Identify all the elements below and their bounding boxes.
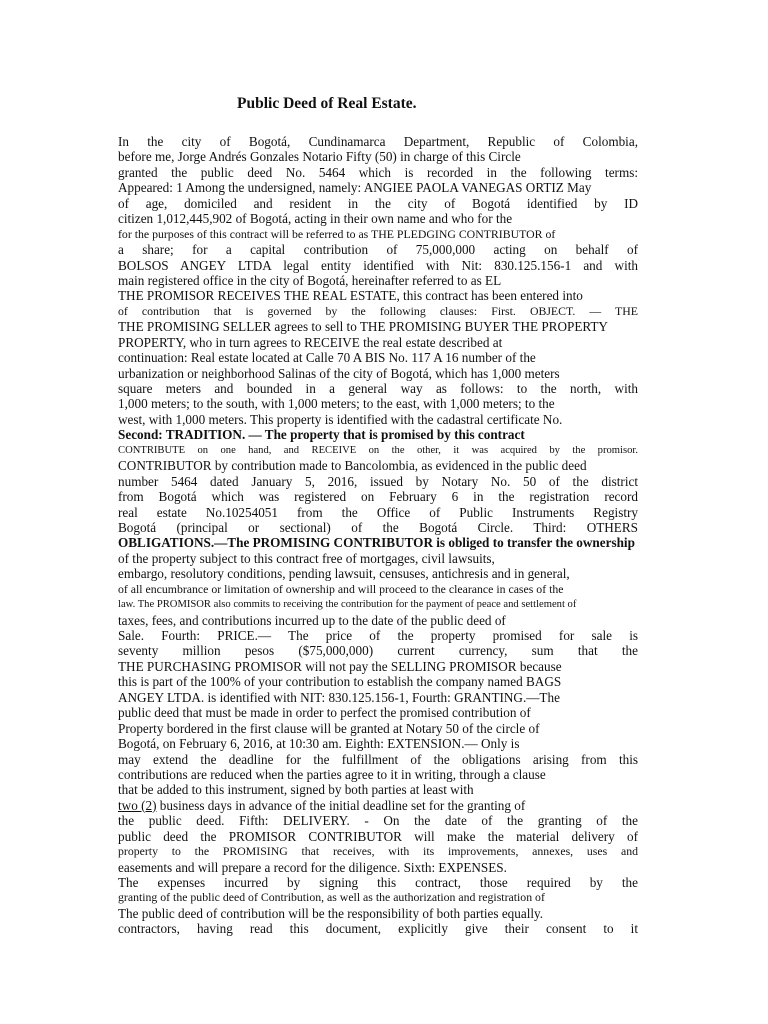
text-line: that be added to this instrument, signed by both parties at least with <box>118 782 474 798</box>
text-line: The public deed of contribution will be the responsibility of both parties equally. <box>118 905 544 921</box>
text-line: west, with 1,000 meters. This property is identified with the cadastral certificate No. <box>118 411 563 427</box>
text-line: of the property subject to this contract free of mortgages, civil lawsuits, <box>118 550 495 566</box>
text-line: BOLSOS ANGEY LTDA legal entity identified with Nit: 830.125.156-1 and with <box>118 257 638 273</box>
text-line: the public deed. Fifth: DELIVERY. - On the date of the granting of the <box>118 813 638 829</box>
text-line: The expenses incurred by signing this contract, those required by the <box>118 875 638 890</box>
text-fragment: business days in advance of the initial deadline set for the granting of <box>159 797 526 813</box>
text-line: embargo, resolutory conditions, pending lawsuit, censuses, antichresis and in general, <box>118 566 570 582</box>
text-line: ANGEY LTDA. is identified with NIT: 830.125.156-1, Fourth: GRANTING.—The <box>118 689 560 705</box>
text-line: CONTRIBUTOR by contribution made to Bancolombia, as evidenced in the public deed <box>118 458 587 474</box>
text-line: seventy million pesos ($75,000,000) current currency, sum that the <box>118 643 638 659</box>
text-line: this is part of the 100% of your contribution to establish the company named BAGS <box>118 674 562 690</box>
text-line: OBLIGATIONS.—The PROMISING CONTRIBUTOR is obliged to transfer the ownership <box>118 535 635 551</box>
document-title: Public Deed of Real Estate. <box>237 95 417 112</box>
text-line: easements and will prepare a record for the diligence. Sixth: EXPENSES. <box>118 859 507 875</box>
text-line: Sale. Fourth: PRICE.— The price of the property promised for sale is <box>118 628 638 643</box>
text-line: from Bogotá which was registered on February 6 in the registration record <box>118 489 638 505</box>
text-line: Appeared: 1 Among the undersigned, namely: ANGIEE PAOLA VANEGAS ORTIZ May <box>118 180 592 196</box>
text-line: THE PROMISING SELLER agrees to sell to THE PROMISING BUYER THE PROPERTY <box>118 319 608 335</box>
text-line: taxes, fees, and contributions incurred up to the date of the public deed of <box>118 612 506 628</box>
text-line: THE PURCHASING PROMISOR will not pay the SELLING PROMISOR because <box>118 658 562 674</box>
text-line: contractors, having read this document, explicitly give their consent to it <box>118 921 638 937</box>
text-line: real estate No.10254051 from the Office of Public Instruments Registry <box>118 504 638 520</box>
text-line: of all encumbrance or limitation of ownership and will proceed to the clearance in cases of the <box>118 581 564 596</box>
text-line: Property bordered in the first clause will be granted at Notary 50 of the circle of <box>118 720 540 736</box>
text-line: number 5464 dated January 5, 2016, issued by Notary No. 50 of the district <box>118 473 638 489</box>
text-line: for the purposes of this contract will be referred to as THE PLEDGING CONTRIBUTOR of <box>118 226 556 241</box>
text-line <box>118 798 638 813</box>
text-line: may extend the deadline for the fulfillment of the obligations arising from this <box>118 751 638 767</box>
text-line: granting of the public deed of Contribution, as well as the authorization and registration of <box>118 890 545 905</box>
text-line: square meters and bounded in a general way as follows: to the north, with <box>118 381 638 396</box>
text-line: Bogotá (principal or sectional) of the Bogotá Circle. Third: OTHERS <box>118 519 638 535</box>
text-line: a share; for a capital contribution of 75,000,000 acting on behalf of <box>118 242 638 258</box>
text-line: THE PROMISOR RECEIVES THE REAL ESTATE, this contract has been entered into <box>118 288 583 304</box>
text-line: property to the PROMISING that receives, with its improvements, annexes, uses and <box>118 844 638 859</box>
document-body <box>118 134 638 937</box>
text-line: of contribution that is governed by the following clauses: First. OBJECT. — THE <box>118 303 638 318</box>
text-line: public deed that must be made in order to perfect the promised contribution of <box>118 705 531 721</box>
text-line: contributions are reduced when the parties agree to it in writing, through a clause <box>118 766 546 782</box>
text-line: continuation: Real estate located at Calle 70 A BIS No. 117 A 16 number of the <box>118 350 536 366</box>
text-line: Second: TRADITION. — The property that is promised by this contract <box>118 427 525 443</box>
text-line: Bogotá, on February 6, 2016, at 10:30 am. Eighth: EXTENSION.— Only is <box>118 736 520 752</box>
text-line: PROPERTY, who in turn agrees to RECEIVE the real estate described at <box>118 334 503 350</box>
text-line: law. The PROMISOR also commits to receiving the contribution for the payment of peace and settlement of <box>118 599 577 611</box>
text-line: CONTRIBUTE on one hand, and RECEIVE on the other, it was acquired by the promisor. <box>118 444 638 456</box>
text-line: public deed the PROMISOR CONTRIBUTOR will make the material delivery of <box>118 828 638 844</box>
text-line: 1,000 meters; to the south, with 1,000 meters; to the east, with 1,000 meters; to the <box>118 396 555 412</box>
text-line: In the city of Bogotá, Cundinamarca Department, Republic of Colombia, <box>118 134 638 149</box>
text-line: main registered office in the city of Bogotá, hereinafter referred to as EL <box>118 272 502 288</box>
text-line: before me, Jorge Andrés Gonzales Notario Fifty (50) in charge of this Circle <box>118 149 521 165</box>
text-line: granted the public deed No. 5464 which is recorded in the following terms: <box>118 164 638 180</box>
text-line: of age, domiciled and resident in the city of Bogotá identified by ID <box>118 195 638 211</box>
underlined-term: two (2) <box>118 797 157 813</box>
text-line: urbanization or neighborhood Salinas of the city of Bogotá, which has 1,000 meters <box>118 365 560 381</box>
text-line: citizen 1,012,445,902 of Bogotá, acting in their own name and who for the <box>118 211 513 227</box>
